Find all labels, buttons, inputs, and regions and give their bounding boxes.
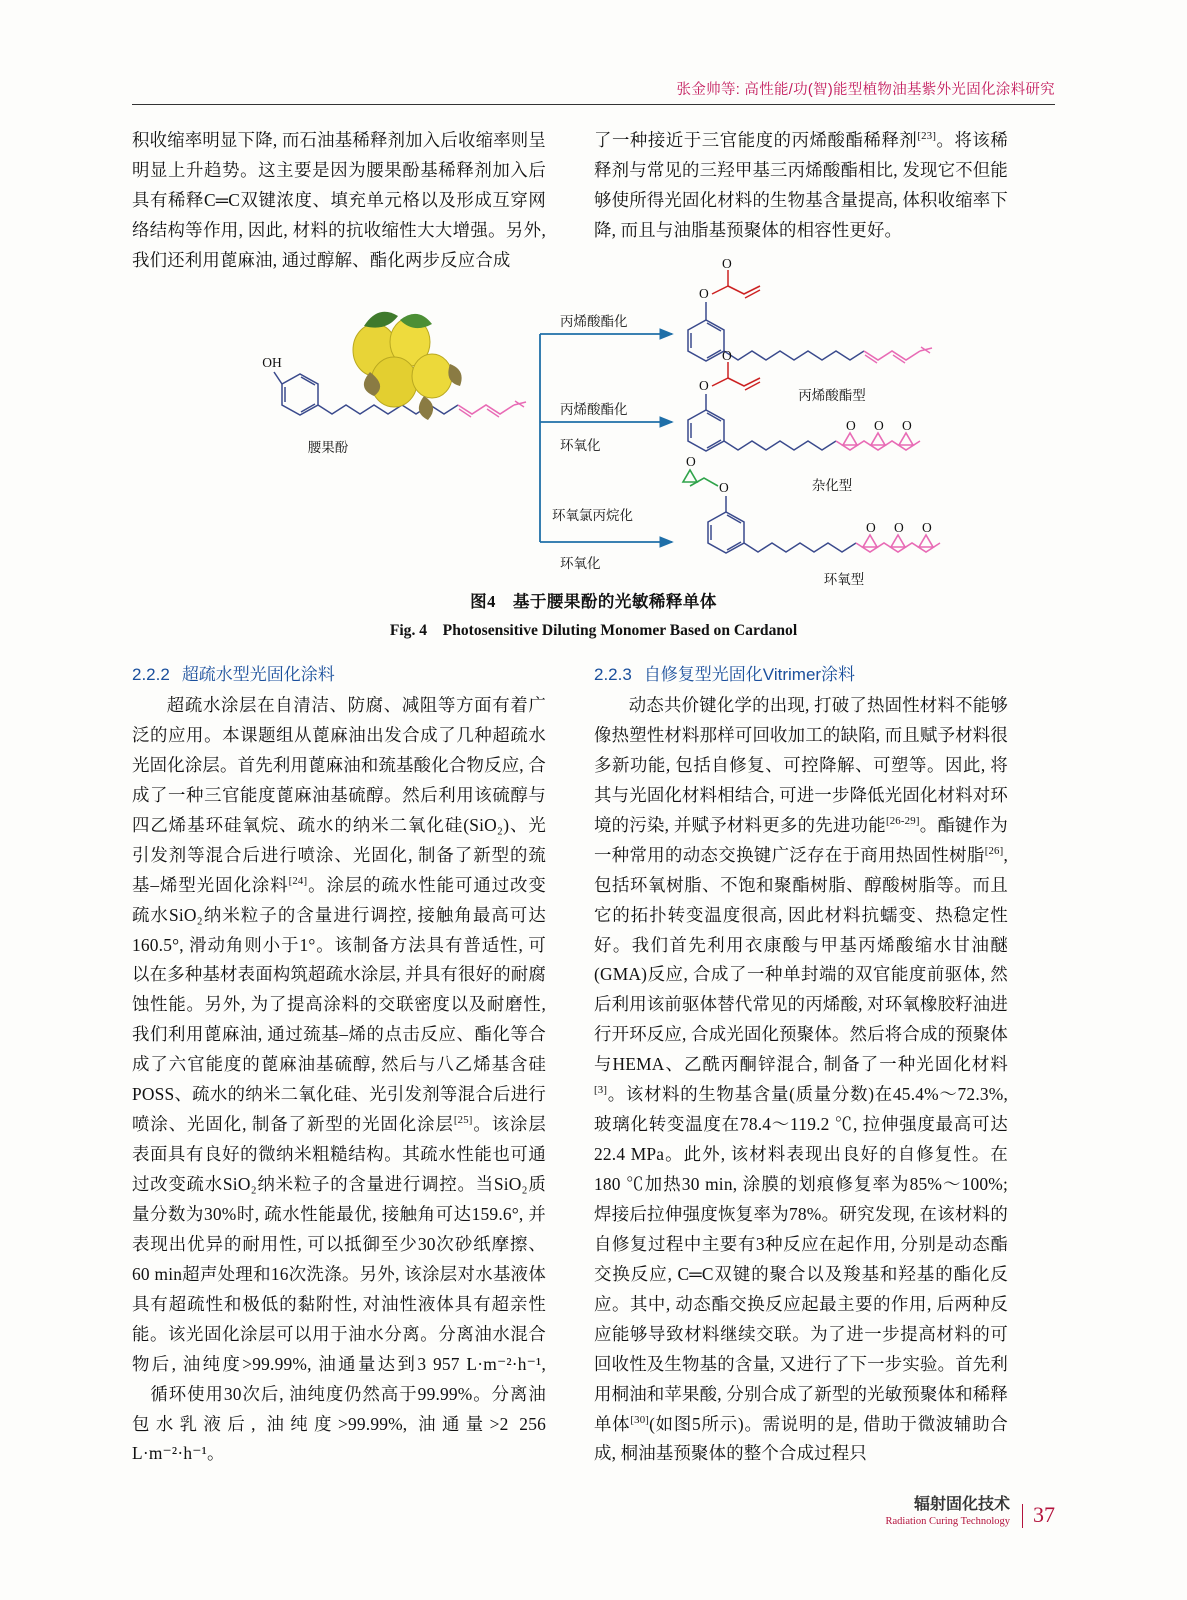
p223-part5: (如图5所示)。需说明的是, 借助于微波辅助合成, 桐油基预聚体的整个合成过程只	[594, 1413, 1008, 1464]
reference-25: [25]	[453, 1114, 473, 1127]
atom-o-epox-6: O	[922, 520, 932, 535]
arrow-label-2-top: 丙烯酸酯化	[560, 402, 628, 417]
footer-journal-cn: 辐射固化技术	[913, 1495, 1010, 1513]
bottom-columns	[132, 660, 1055, 1469]
reference-23: [23]	[917, 130, 937, 143]
p223-part4: 。该材料的生物基含量(质量分数)在45.4%～72.3%, 玻璃化转变温度在78.4～119.2 ℃, 拉伸强度最高可达22.4 MPa。此外, 该材料表现出良好的自修复性。在180 ℃加热30 min, 涂膜的划痕修复率为85%～100%; 焊接后拉伸强度恢复率为78%。研究发现, 在该材料的自修复过程中主要有3种反应在起作用, 分别是动态酯交换反应, C═C双键的聚合以及羧基和羟基的酯化反应。其中, 动态酯交换反应起最主要的作用, 后两种反应能够导致材料继续交联。为了进一步提高材料的可回收性及生物基的含量, 又进行了下一步实验。首先利用桐油和苹果酸, 分别合成了新型的光敏预聚体和稀释单体	[594, 1084, 1008, 1434]
figure-4-svg	[132, 256, 1055, 592]
reference-26-29: [26-29]	[885, 814, 920, 827]
atom-o-epox-2: O	[874, 418, 884, 433]
top-column-right	[594, 126, 1008, 276]
p222-part3: 。该涂层表面具有良好的微纳米粗糙结构。其疏水性能也可通过改变疏水SiO₂纳米粒子的含量进行调控。当SiO₂质量分数为30%时, 疏水性能最优, 接触角可达159.6°, 并表现出优异的耐用性, 可以抵御至少30次砂纸摩擦、60 min超声处理和16次洗涤。另外, 该涂层对水基液体具有超疏性和极低的黏附性, 对油性液体具有超亲性能。该光固化涂层可以用于油水分离。分离油水混合物后, 油纯度>99.99%, 油通量达到3 957 L·m⁻²·h⁻¹, 循环使用30次后, 油纯度仍然高于99.99%。分离油包水乳液后, 油纯度>99.99%, 油通量>2 256 L·m⁻²·h⁻¹。	[132, 1114, 546, 1464]
section-heading-222	[132, 660, 546, 685]
arrow-label-2-bottom: 环氧化	[560, 438, 601, 453]
atom-o-epox-0: O	[686, 454, 696, 469]
figure-caption-cn: 图4 基于腰果酚的光敏稀释单体	[470, 592, 717, 611]
section-title-222: 超疏水型光固化涂料	[181, 665, 335, 684]
p223-part1: 动态共价键化学的出现, 打破了热固性材料不能够像热塑性材料那样可回收加工的缺陷, 而且赋予材料很多新功能, 包括自修复、可控降解、可塑等。因此, 将其与光固化材料相结合, 可进一步降低光固化材料对环境的污染, 并赋予材料更多的先进功能	[594, 695, 1008, 835]
paragraph-section-223	[594, 691, 1008, 1469]
figure-caption	[132, 588, 1055, 640]
reaction-arrows	[540, 313, 672, 571]
section-heading-223	[594, 660, 1008, 685]
atom-o-epox-5: O	[894, 520, 904, 535]
p222-part1: 超疏水涂层在自清洁、防腐、减阻等方面有着广泛的应用。本课题组从蓖麻油出发合成了几种超疏水光固化涂层。首先利用蓖麻油和巯基酸化合物反应, 合成了一种三官能度蓖麻油基硫醇。然后利用该硫醇与四乙烯基环硅氧烷、疏水的纳米二氧化硅(SiO₂)、光引发剂等混合后进行喷涂、光固化, 制备了新型的巯基–烯型光固化涂料	[132, 695, 546, 895]
paragraph-top-right	[594, 126, 1008, 246]
atom-o-2: O	[722, 256, 732, 271]
section-title-223: 自修复型光固化Vitrimer涂料	[643, 665, 856, 684]
label-oh: OH	[262, 355, 282, 370]
footer-journal	[886, 1495, 1010, 1528]
p223-part2: 。酯键作为一种常用的动态交换键广泛存在于商用热固性树脂	[594, 814, 1008, 865]
arrow-label-1: 丙烯酸酯化	[560, 314, 628, 329]
species-label-epoxy: 环氧型	[823, 572, 865, 587]
top-columns	[132, 126, 1055, 276]
atom-o-4: O	[722, 348, 732, 363]
atom-o-1: O	[699, 286, 709, 301]
section-number-222: 2.2.2	[132, 665, 170, 684]
reference-24: [24]	[288, 874, 308, 887]
page-footer	[886, 1495, 1055, 1528]
atom-o-epox-1: O	[846, 418, 856, 433]
figure-caption-en: Fig. 4 Photosensitive Diluting Monomer Based on Cardanol	[389, 622, 798, 639]
paragraph-top-left: 积收缩率明显下降, 而石油基稀释剂加入后收缩率则呈明显上升趋势。这主要是因为腰果酚基稀释剂加入后具有稀释C═C双键浓度、填充单元格以及形成互穿网络结构等作用, 因此, 材料的抗收缩性大大增强。另外, 我们还利用蓖麻油, 通过醇解、酯化两步反应合成	[132, 130, 546, 270]
p223-part3: , 包括环氧树脂、不饱和聚酯树脂、醇酸树脂等。而且它的拓扑转变温度很高, 因此材料抗蠕变、热稳定性好。我们首先利用衣康酸与甲基丙烯酸缩水甘油醚(GMA)反应, 合成了一种单封端的双官能度前驱体, 然后利用该前驱体替代常见的丙烯酸, 对环氧橡胶籽油进行开环反应, 合成光固化预聚体。然后将合成的预聚体与HEMA、乙酰丙酮锌混合, 制备了一种光固化材料	[594, 844, 1008, 1075]
p222-part2: 。涂层的疏水性能可通过改变疏水SiO₂纳米粒子的含量进行调控, 接触角最高可达160.5°, 滑动角则小于1°。该制备方法具有普适性, 可以在多种基材表面构筑超疏水涂层, 并具有很好的耐腐蚀性能。另外, 为了提高涂料的交联密度以及耐磨性, 我们利用蓖麻油, 通过巯基–烯的点击反应、酯化等合成了六官能度的蓖麻油基硫醇, 然后与八乙烯基含硅POSS、疏水的纳米二氧化硅、光引发剂等混合后进行喷涂、光固化, 制备了新型的光固化涂层	[132, 874, 547, 1135]
paragraph-section-222	[132, 691, 546, 1469]
bottom-column-right	[594, 660, 1008, 1469]
arrow-label-3-bottom: 环氧化	[560, 556, 601, 571]
paragraph-top-right-part1: 了一种接近于三官能度的丙烯酸酯稀释剂	[594, 130, 918, 150]
footer-journal-en: Radiation Curing Technology	[885, 1515, 1010, 1527]
cashew-photo	[353, 312, 462, 420]
section-number-223: 2.2.3	[594, 665, 632, 684]
paragraph-top-right-part2: 。将该稀释剂与常见的三羟甲基三丙烯酸酯相比, 发现它不但能够使所得光固化材料的生物基含量提高, 体积收缩率下降, 而且与油脂基预聚体的相容性更好。	[594, 130, 1008, 240]
atom-o-epox-4: O	[866, 520, 876, 535]
page-number: 37	[1022, 1504, 1055, 1528]
reference-26: [26]	[984, 844, 1004, 857]
product-epoxy	[683, 454, 940, 587]
product-acrylate	[688, 256, 932, 403]
header-rule	[132, 104, 1055, 105]
reference-3: [3]	[594, 1084, 608, 1097]
running-header: 张金帅等: 高性能/功(智)能型植物油基紫外光固化涂料研究	[676, 82, 1055, 98]
product-hybrid	[688, 348, 920, 493]
top-column-left	[132, 126, 546, 276]
reference-30: [30]	[630, 1413, 650, 1426]
atom-o-5: O	[719, 480, 729, 495]
species-label-acrylate: 丙烯酸酯型	[798, 388, 866, 403]
bottom-column-left	[132, 660, 546, 1469]
atom-o-epox-3: O	[902, 418, 912, 433]
species-label-cardanol: 腰果酚	[307, 440, 349, 455]
arrow-label-3-top: 环氧氯丙烷化	[552, 508, 633, 523]
figure-4	[132, 256, 1055, 592]
atom-o-3: O	[699, 378, 709, 393]
species-label-hybrid: 杂化型	[811, 478, 853, 493]
